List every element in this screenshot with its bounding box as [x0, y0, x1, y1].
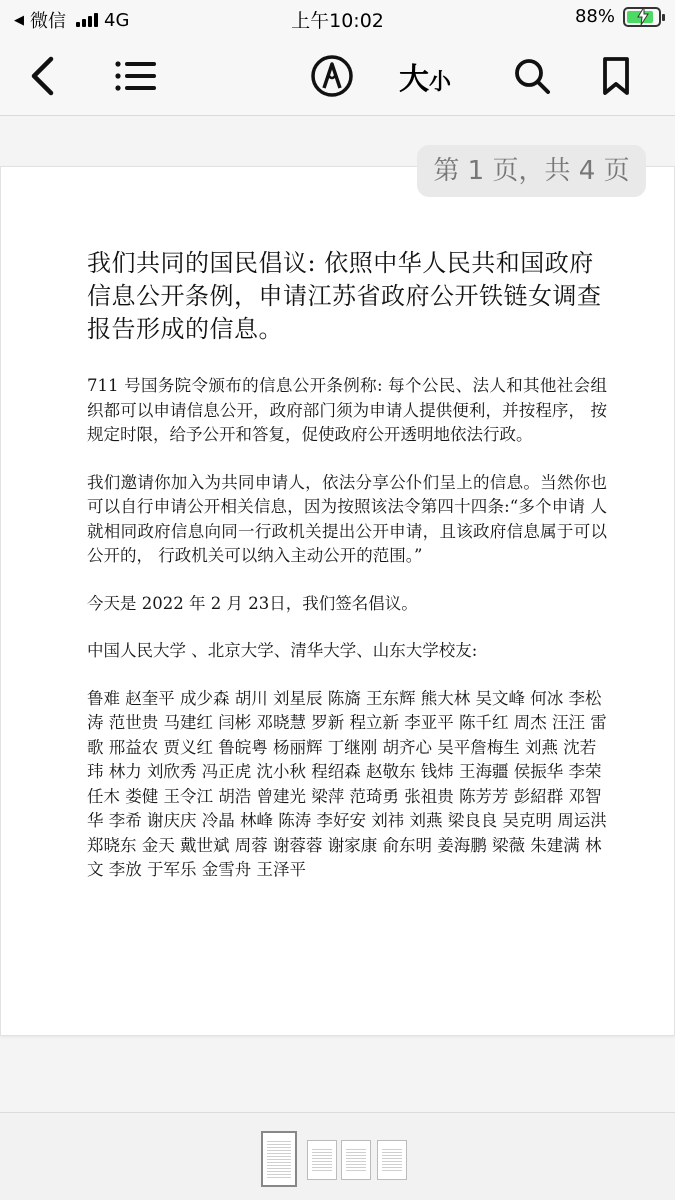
- font-size-small-label: 小: [428, 69, 451, 95]
- paragraph-2: 我们邀请你加入为共同申请人，依法分享公仆们呈上的信息。当然你也可以自行申请公开相关信息，因为按照该法令第四十四条:“多个申请 人就相同政府信息向同一行政机关提出公开申请，且该政府信息属于可以公开的， 行政机关可以纳入主动公开的范围。”: [87, 472, 607, 565]
- page-thumbnail-3[interactable]: [341, 1140, 371, 1180]
- page-thumbnail-4[interactable]: [377, 1140, 407, 1180]
- document-title: 我们共同的国民倡议: 依照中华人民共和国政府信息公开条例，申请江苏省政府公开铁链女调查报告形成的信息。: [87, 249, 602, 343]
- document-page[interactable]: [0, 166, 675, 1036]
- paragraph-4: 中国人民大学 、北京大学、清华大学、山东大学校友:: [87, 641, 478, 660]
- clock: 上午10:02: [291, 10, 384, 32]
- pen-circle-icon: [310, 54, 354, 98]
- page-indicator: 第 1 页，共 4 页: [417, 145, 646, 197]
- thumbnail-strip: [0, 1112, 675, 1200]
- page-thumbnail-2[interactable]: [307, 1140, 337, 1180]
- back-to-app-icon[interactable]: ◀: [14, 12, 24, 28]
- search-button[interactable]: [508, 52, 556, 100]
- status-bar: [0, 0, 675, 36]
- battery-percent: 88%: [574, 6, 615, 27]
- battery-icon: [623, 7, 661, 27]
- reader-toolbar: [0, 36, 675, 116]
- search-icon: [512, 56, 552, 96]
- font-size-big-label: 大: [398, 62, 429, 97]
- back-button[interactable]: [22, 52, 62, 100]
- paragraph-3: 今天是 2022 年 2 月 23日，我们签名倡议。: [87, 593, 418, 613]
- paragraph-1: 711 号国务院令颁布的信息公开条例称: 每个公民、法人和其他社会组织都可以申请信息公开，政府部门须为申请人提供便利，并按程序， 按规定时限，给予公开和答复，促使政府公开透明地依法行政。: [87, 376, 607, 444]
- document-content: [87, 247, 607, 883]
- signatory-names: 鲁难 赵奎平 成少森 胡川 刘星辰 陈旖 王东辉 熊大林 吴文峰 何冰 李松涛 范世贵 马建红 闫彬 邓晓慧 罗新 程立新 李亚平 陈千红 周杰 汪汪 雷歌 邢益农 贾义红 鲁皖粤 杨丽辉 丁继刚 胡齐心 吴平詹梅生 刘燕 沈若玮 林力 刘欣秀 冯正虎 沈小秋 程绍森 赵敬东 钱炜 王海疆 侯振华 李荣 任木 娄健 王令江 胡浩 曾建光 梁萍 范琦勇 张祖贵 陈芳芳 彭紹群 邓智华 李希 谢庆庆 冷晶 林峰 陈涛 李好安 刘祎 刘燕 梁良良 吴克明 周运洪 郑晓东 金天 戴世斌 周蓉 谢蓉蓉 谢家康 俞东明 姜海鹏 梁薇 朱建满 林文 李放 于军乐 金雪舟 王泽平: [87, 688, 607, 879]
- font-size-button[interactable]: [390, 52, 460, 100]
- bookmark-button[interactable]: [594, 52, 638, 100]
- status-right: [575, 6, 661, 27]
- list-icon: [114, 59, 158, 93]
- page-thumbnail-1[interactable]: [261, 1131, 297, 1187]
- annotate-button[interactable]: [308, 52, 356, 100]
- carrier-label: 微信: [30, 11, 66, 32]
- network-label: 4G: [104, 9, 130, 31]
- bookmark-icon: [602, 56, 630, 96]
- chevron-left-icon: [29, 56, 55, 96]
- toc-button[interactable]: [112, 52, 160, 100]
